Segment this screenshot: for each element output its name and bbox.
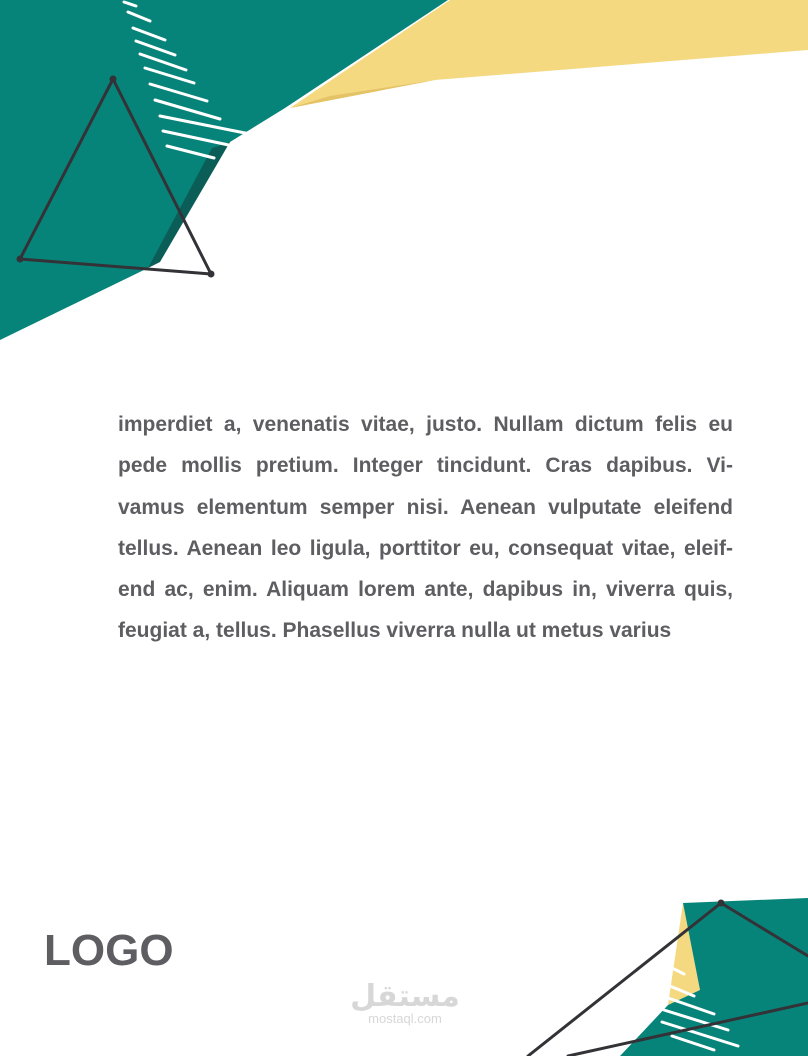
bottom-right-decoration [528, 898, 808, 1056]
watermark-main: مستقل [350, 979, 460, 1014]
top-left-decoration [0, 0, 808, 340]
bottom-teal-shape [620, 898, 808, 1056]
logo-placeholder: LOGO [44, 926, 174, 975]
watermark [330, 979, 480, 1026]
watermark-url: mostaql.com [368, 1011, 442, 1026]
body-paragraph: imperdiet a, venenatis vitae, justo. Nullam dictum felis eu pede mollis pretium. Integer tincidunt. Cras dapibus. Vivamus elementum semper nisi. Aenean vulputate eleifend tellus. Aenean leo ligula, porttitor eu, consequat vitae, eleifend ac, enim. Aliquam lorem ante, dapibus in, viverra quis, feugiat a, tellus. Phasellus viverra nulla ut metus varius [118, 413, 733, 643]
